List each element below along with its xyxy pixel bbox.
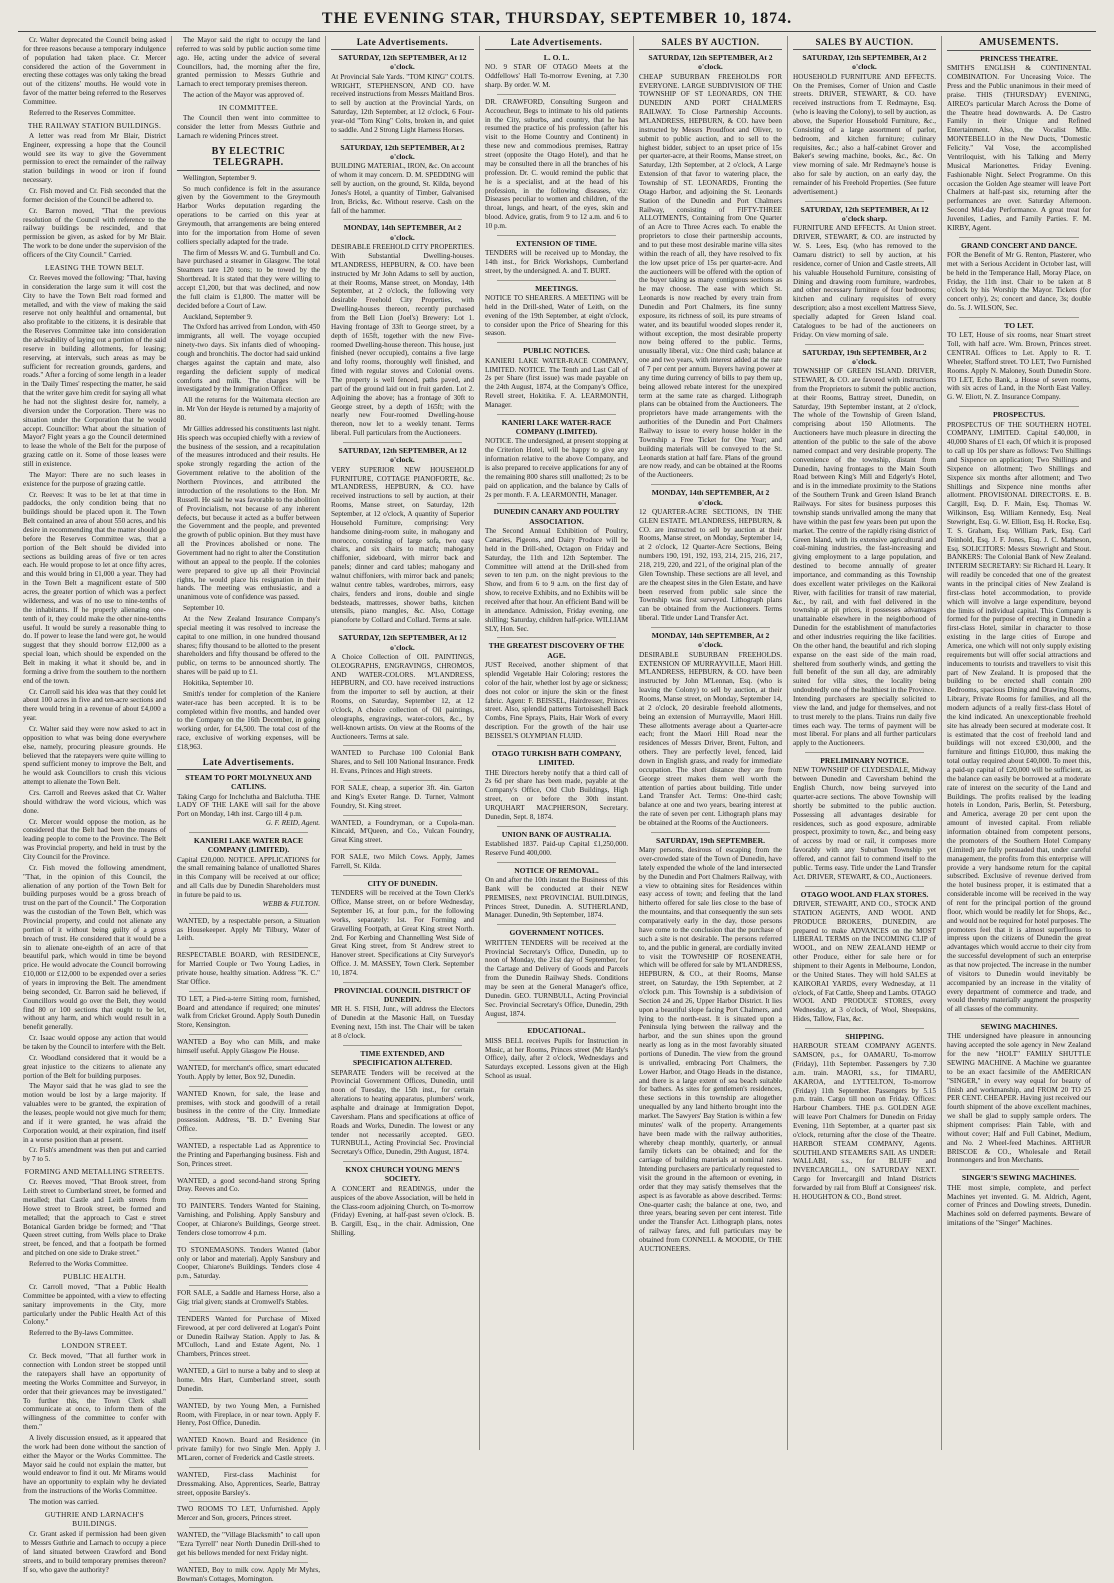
ad-divider bbox=[189, 913, 308, 914]
ad-title: MEETINGS. bbox=[535, 283, 578, 293]
page-columns bbox=[18, 36, 1098, 1583]
ad-body: Established 1837. Paid-up Capital £1,250,000. Reserve Fund 400,000. bbox=[485, 839, 628, 857]
auction-header: SALES BY AUCTION. bbox=[639, 36, 782, 50]
advertisement bbox=[793, 890, 936, 1024]
advertisement bbox=[331, 853, 474, 871]
advertisement bbox=[485, 418, 628, 500]
ad-body: WANTED, the "Village Blacksmith" to call upon "Ezra Tyrrell" near North Dunedin Drill-shed to get his bellows mended for next Friday night. bbox=[177, 1531, 320, 1557]
advertisement bbox=[947, 1173, 1091, 1228]
ad-title: NOTICE OF REMOVAL. bbox=[514, 865, 599, 875]
ad-body: NEW TOWNSHIP OF CLYDESDALE, Midway between Dunedin and Caversham behind the English Church, now being surveyed into quarter-acre sections. The above Township will shortly be submitted to the public auction. Possessing all advantages desirable for residences, such as good exposure, admirable prospect, proximity to town, &c., and being easy of access by road or rail, it composes more favorably with any Suburban Township yet offered, and cannot fail to commend itself to the public. Terms easy. Title under the Land Transfer Act. DRIVER, STEWART, & CO., Auctioneers. bbox=[793, 766, 936, 881]
ad-body: Capital £20,000. NOTICE. APPLICATIONS for the small remaining balance of unallotted Shares in this Company will be received at our office; and all Calls due by Dunedin Shareholders must in future be paid to us. bbox=[177, 855, 320, 900]
ad-title: SATURDAY, 12th SEPTEMBER, At 2 o'clock. bbox=[340, 142, 465, 161]
newspaper-title: THE EVENING STAR, THURSDAY, SEPTEMBER 10, 1874. bbox=[321, 10, 793, 27]
ad-body: NO. 9 STAR OF OTAGO Meets at the Oddfellows' Hall To-morrow Evening, at 7.30 sharp. By order. W. M. bbox=[485, 63, 628, 90]
section-subhead: LONDON STREET. bbox=[61, 1341, 128, 1351]
ad-divider bbox=[189, 1527, 308, 1528]
advertisement bbox=[485, 641, 628, 740]
ad-divider bbox=[959, 237, 1079, 238]
ad-divider bbox=[343, 629, 462, 630]
ad-title: SATURDAY, 12th SEPTEMBER, At 12 o'clock. bbox=[338, 53, 467, 72]
paragraph: Cr. Reeves: It was to be let at that time in paddocks, the only condition being that no buildings should be placed upon it. The Town Belt contained an area of about 550 acres, and his desire in recommending that the matter should go before the Reserves Committee was, that a portion of the Belt should be divided into sections as building areas of five or ten acres each. He would propose to let at once fifty acres, and this would bring in £1,000 a year. They had in the Town Belt a magnificent estate of 500 acres, the greater portion of which was a perfect wilderness, and was of no use to nine-tenths of the inhabitants. If he properly alienating one-tenth of it, they could make the other nine-tenths useful. It would be surely a reasonable thing to do. If power to lease the land were got, he would suggest that they should borrow £12,000 as a special loan, which should be expended on the Belt in making it what it should be, and in forming a drive from the southern to the northern end of the town. bbox=[23, 490, 166, 685]
column-3 bbox=[326, 36, 480, 1450]
ad-divider bbox=[497, 637, 616, 638]
paragraph: Cr. Carroll said his idea was that they could let about 100 acres in five and ten-acre sections and there would bring in a revenue of about £4,000 a year. bbox=[23, 687, 166, 723]
ad-body: WANTED, a Foundryman, or a Cupola-man. Kincaid, M'Queen, and Co., Vulcan Foundry, Great King street. bbox=[331, 818, 474, 845]
late-ads-header: Late Advertisements. bbox=[331, 36, 474, 50]
ad-title: SATURDAY, 19th SEPTEMBER. bbox=[655, 835, 765, 845]
council-report-continued bbox=[177, 36, 320, 141]
ads-list bbox=[793, 53, 936, 1202]
advertisement bbox=[947, 241, 1091, 313]
ad-body: WANTED, by two Young Men, a Furnished Room, with Fireplace, in or near town. Apply F. Henry, Post Office, Dunedin. bbox=[177, 1401, 320, 1428]
ad-title: KNOX CHURCH YOUNG MEN'S SOCIETY. bbox=[345, 1165, 460, 1184]
ad-divider bbox=[189, 1285, 308, 1286]
ad-body: At Provincial Sale Yards. "TOM KING" COLTS. WRIGHT, STEPHENSON, AND CO. have received instructions from Messrs Maitland Bros. to sell by auction at the Provincial Yards, on Saturday, 12th September, at 12 o'clock, 6 Four-year-old "Tom King" Colts, broken in, and quiet to saddle. And 2 Strong Light Harness Horses. bbox=[331, 72, 474, 134]
ad-body: WANTED, First-class Machinist for Dressmaking. Also, Apprentices, Searle, Battray street, opposite Barsley's. bbox=[177, 1470, 320, 1497]
ad-title: SATURDAY, 12th SEPTEMBER, At 2 o'clock. bbox=[802, 53, 927, 72]
ad-body: RESPECTABLE BOARD, with RESIDENCE, for Married Couple or Two Young Ladies, in private house, healthy situation. Address "K. C." Star Office. bbox=[177, 951, 320, 986]
advertisement bbox=[331, 1165, 474, 1238]
ads-list bbox=[947, 54, 1091, 1228]
ad-body: DRIVER, STEWART, AND CO., STOCK AND STATION AGENTS, AND WOOL AND PRODUCE BROKERS, DUNEDIN, are prepared to make ADVANCES on the MOST LIBERAL TERMS on the INCOMING CLIP of WOOL, and on NEW ZEALAND HEMP or other Produce, either for sale here or for shipment to their Agents in Melbourne, London, or the United States. They will hold SALES at KAIKORAI YARDS, every Wednesday, at 11 o'clock, of Fat Cattle, Sheep and Lambs. OTAGO WOOL AND PRODUCE STORES, every Wednesday, at 3 o'clock, of Wool, Sheepskins, Hides, Tallow, Flax, &c. bbox=[793, 899, 936, 1024]
ad-body: A Choice Collection of OIL PAINTINGS, OLEOGRAPHS, ENGRAVINGS, CHROMOS, AND WATER-COLORS. M'LANDRESS, HEPBURN, and CO. have received instructions from the importer to sell by auction, at their Rooms, on Saturday, September 12, at 12 o'clock, A choice collection of Oil paintings, oleographs, engravings, water-colors, &c., by well-known artists. On view at the Rooms of the Auctioneers. Terms at sale. bbox=[331, 652, 474, 741]
advertisement bbox=[177, 995, 320, 1030]
ad-body: CHEAP SUBURBAN FREEHOLDS FOR EVERYONE. LARGE SUBDIVISION OF THE TOWNSHIP OF ST LEONARDS, ON THE DUNEDIN AND PORT CHALMERS RAILWAY. To Close Partnership Accounts. M'LANDRESS, HEPBURN, & CO. have been instructed by Messrs Proudfoot and Oliver, to submit to public auction, and to sell to the highest bidder, subject to an upset price of 15s per quarter-acre, at their Rooms, Manse street, on Saturday, 12th September, at 2 o'clock, A Large Extension of that favor to watering place, the Township of ST. LEONARDS, Fronting the Otago Harbor, and adjoining the St. Leonards Station of the Dunedin and Port Chalmers Railway, consisting of FIFTY-THREE ALLOTMENTS, Containing from One Quarter of an Acre to Three Acres each. To enable the proprietors to close their partnership accounts, and to put these most desirable marine villa sites within the reach of all, they have resolved to fix the low upset price of 15s per quarter-acre. And the auctioneers will be offered with the option of the buyer taking as many contiguous sections as he may choose. The ease with which St. Leonards is now reached by every train from Dunedin and Port Chalmers, its fine sunny exposure, its richness of soil, its pure streams of water, and its beautiful wooded slopes render it, without exception, the most desirable property now being offered to the public. Terms, unusually liberal, viz.: One third cash; balance at one and two years, with interest added at the rate of 7 per cent per annum. Buyers having power at any time during currency of bills to pay them up, being allowed rebate interest for the unexpired term at the same rate as charged. Lithograph plans can be obtained from the Auctioneers. The proprietors have made arrangements with the authorities of the Dunedin and Port Chalmers Railway to issue to every house holder in the Township a Free Ticket for One Year; and building materials will be conveyed to the St. Leonards station at half fare. Plans of the ground are now ready, and can be obtained at the Rooms of the Auctioneers. bbox=[639, 72, 782, 480]
paragraph: Cr. Reeves moved, "That Brook street, from Leith street to Cumberland street, be formed and metalled; that Castle and Leith streets from Howe street to Brook street, be formed and metalled; that the approach to Cast e street Botanical Garden bridge be formed; and "That Queen street cutting, from Wells place to Drake street, be fenced, and that a footpath be formed and pitched on one side to Drake street." bbox=[23, 1178, 166, 1258]
masthead bbox=[0, 0, 1114, 34]
paragraph: Cr. Carroll moved, "That a Public Health Committee be appointed, with a view to effecting sanitary improvements in the City, more particularly under the Public Health Act of this Colony." bbox=[23, 1283, 166, 1327]
advertisement bbox=[331, 749, 474, 776]
ad-divider bbox=[497, 503, 616, 504]
ad-title: SATURDAY, 12th SEPTEMBER, At 2 o'clock. bbox=[648, 53, 773, 72]
ad-divider bbox=[959, 317, 1079, 318]
ad-title: MONDAY, 14th SEPTEMBER, At 2 o'clock. bbox=[651, 631, 770, 650]
ad-title: SATURDAY, 19th SEPTEMBER, At 2 o'clock. bbox=[802, 347, 927, 366]
ad-body: On and after the 10th instant the Business of this Bank will be conducted at their NEW PREMISES, next PROVINCIAL BUILDINGS, Princes Street, Dunedin. A. SUTHERLAND, Manager. Dunedin, 9th September, 1874. bbox=[485, 876, 628, 920]
ad-body: WANTED to Purchase 100 Colonial Bank Shares, and to Sell 100 National Insurance. Fredk H. Evans, Princes and High streets. bbox=[331, 749, 474, 776]
ad-body: Many persons, desirous of escaping from the over-crowded state of the Town of Dunedin, have lately expended the whole of the land intersected by the Dunedin and Port Chalmers Railway, with a view to obtaining sites for Residences within easy access of town; and feeling that the land hitherto offered for sale lies close to the base of the mountains, and that consequently the sun sets comparatively early in the day, those persons have come to the conclusion that the purchase of such a site is not desirable. The persons referred to, and the public in general, are cordially invited to visit the TOWNSHIP OF ROSENEATH, which will be offered for sale by M'LANDRESS, HEPBURN, & CO., at their Rooms, Manse street, on Saturday, the 19th September, at 2 o'clock p.m. This Township is a subdivision of Section 24 and 26, Upper Harbor District. It lies upon a beautiful slope facing Port Chalmers, and lying to the north-east. It is situated upon a Peninsula lying between the railway and the harbor, and the sun shines upon the ground nearly as long as in the most favorably situated portions of Dunedin. The view from the ground is unrivalled, embracing Port Chalmers, the Lower Harbor, and Otago Heads in the distance, and there is a large extent of sea beach suitable for bathers. As sites for gentlemen's residences, these sections in this township are altogether unequalled by any land hitherto brought into the market. The Sawyers' Bay Station is within a few minutes' walk of the property. Arrangements have been made with the railway authorities, whereby cheap monthly, quarterly, or annual family tickets can be obtained; and for the carriage of building materials at nominal rates. Intending purchasers are particularly requested to visit the ground in the afternoon or evening, in order that they may satisfy themselves that the aspect is as favorable as above described. Terms: One-quarter cash; the balance at one, two, and three years, bearing seven per cent interest. Title under the Transfer Act. Lithograph plans, notes of railway fares, and full particulars may be obtained from CONNELL & MOODIE, Or THE AUCTIONEERS. bbox=[639, 846, 782, 1253]
advertisement bbox=[177, 1436, 320, 1463]
advertisement bbox=[331, 446, 474, 625]
advertisement bbox=[485, 98, 628, 231]
ad-body: TO PAINTERS. Tenders Wanted for Staining, Varnishing, and Polishing. Apply Sansbury and Cooper, at Chiarone's Buildings, George street. Tenders close tomorrow 4 p.m. bbox=[177, 1202, 320, 1237]
ad-body: TO LET, a Pied-a-terre Sitting room, furnished, Board and attendance if required; one minutes' walk from Cricket Ground. Apply South Dunedin Store, Kensington. bbox=[177, 994, 320, 1030]
paragraph: Cr. Fish's amendment was then put and carried by 7 to 5. bbox=[23, 1146, 166, 1164]
paragraph: The firm of Messrs W. and G. Turnbull and Co. have purchased a steamer in Glasgow. The total Steamers tare 120 tons; to be towed by the Shortbread. It is stated that they were willing to accept £1,200, but that was declined, and now the full claim is £1,800. The matter will be decided before a Court of Law. bbox=[177, 248, 320, 310]
paragraph: The Council then went into committee to consider the letter from Messrs Guthrie and Larnach re widening Princes street. bbox=[177, 114, 320, 140]
ad-divider bbox=[805, 344, 924, 345]
ad-title: SEWING MACHINES. bbox=[980, 1022, 1058, 1032]
ad-divider bbox=[189, 1086, 308, 1087]
ad-body: WANTED, a good second-hand strong Spring Dray. Reeves and Co. bbox=[177, 1176, 320, 1194]
ad-body: THE undersigned have pleasure in announcing having accepted the sole agency in New Zealand for the new "HOLT" FAMILY SHUTTLE SEWING MACHINE. A Machine we guarantee to be an exact facsimile of the AMERICAN "SINGER," in every way equal for beauty of finish and workmanship, and FROM 20 TO 25 PER CENT. CHEAPER. Having just received our fourth shipment of the above excellent machines, we shall be glad to supply sample orders. The shipment comprises: Plain Table, with and without cover; Half and Full Cabinet, Medium, and No. 2 Wheel-feed Machines. ARTHUR BRISCOE & CO., Wholesale and Retail Ironmongers and Iron Merchants. bbox=[947, 1032, 1091, 1165]
ad-divider bbox=[189, 1311, 308, 1312]
ad-divider bbox=[189, 1060, 308, 1061]
ad-title: PROVINCIAL COUNCIL DISTRICT OF DUNEDIN. bbox=[334, 985, 471, 1005]
ad-title: OTAGO WOOL AND FLAX STORES. bbox=[800, 889, 929, 899]
section-subhead: GUTHRIE AND LARNACH'S BUILDINGS. bbox=[44, 1509, 145, 1528]
ads-list bbox=[485, 53, 628, 1081]
ad-title: SATURDAY, 12th SEPTEMBER, At 12 o'clock sharp. bbox=[800, 204, 929, 224]
ad-title: STEAM TO PORT MOLYNEUX AND CATLINS. bbox=[185, 772, 312, 792]
advertisement bbox=[485, 1026, 628, 1081]
column-4 bbox=[480, 36, 634, 1450]
advertisement bbox=[177, 1471, 320, 1498]
advertisement bbox=[177, 1289, 320, 1307]
advertisement bbox=[485, 749, 628, 822]
ad-divider bbox=[497, 924, 616, 925]
ad-divider bbox=[189, 1562, 308, 1563]
advertisement bbox=[485, 928, 628, 1018]
ad-divider bbox=[189, 1242, 308, 1243]
paragraph: Cr. Reeves moved the following: "That, having in consideration the large sum it will cost the City to have the Town Belt road formed and metalled, and with the view of making the said reserve not only healthful and ornamental, but also profitable to the citizens, it is desirable that the Reserves Committee take into consideration the advisability of laying out a portion of the said reserve in building allotments, for leasing; reserving, at intervals, such areas as may be sufficient for recreation grounds, gardens, and roads." After a forcing of some length in a leader in the 'Daily Times' respecting the matter, he said that the writer gave him credit for saying all what he had not the slightest desire for, namely, a diversion under the Corporation. There was no situation under the Corporation that he would accept. Councillor: What about the situation of Mayor? Fight years a go the Council determined to lease the whole of the Belt for the purpose of grazing cattle on it. Some of those leases were still in existence. bbox=[23, 273, 166, 469]
ad-divider bbox=[343, 1045, 462, 1046]
advertisement bbox=[331, 633, 474, 741]
advertisement bbox=[485, 53, 628, 90]
paragraph: Wellington, September 9. bbox=[183, 173, 257, 182]
ad-divider bbox=[189, 1198, 308, 1199]
ad-title: MONDAY, 14th SEPTEMBER, At 2 o'clock. bbox=[651, 488, 770, 507]
paragraph: The Mayor: There are no such leases in existence for the purpose of grazing cattle. bbox=[23, 470, 166, 488]
section-subhead: PUBLIC HEALTH. bbox=[62, 1271, 127, 1281]
ad-divider bbox=[959, 1018, 1079, 1019]
ad-body: FOR the Benefit of Mr G. Renton, Plasterer, who met with a Serious Accident in October last, will be held in the Temperance Hall, Moray Place, on Friday, the 11th inst. Chair to be taken at 8 o'clock by his Worship the Mayor. Tickets (for concert only), 2s; concert and dance, 3s; double do. 5s. J. WILSON, Sec. bbox=[947, 250, 1091, 313]
paragraph: Cr. Walter said they were now asked to act in opposition to what was being done everywhere else, namely, procuring pleasure grounds. He believed that the ratepayers were quite willing to spend sufficient money to improve the Belt, and he would ask Councillors to crush this vicious attempt to alienate the Town Belt. bbox=[23, 724, 166, 787]
ad-body: MISS BELL receives Pupils for Instruction in Music, at her Rooms, Princes street (Mr Hardy's Office), daily, after 2 o'clock, Wednesdays and Saturdays excepted. Lessons given at the High School as usual. bbox=[485, 1036, 628, 1081]
ad-title: PUBLIC NOTICES. bbox=[523, 346, 590, 356]
ad-divider bbox=[343, 1161, 462, 1162]
paragraph: All the returns for the Waitemata election are in. Mr Von der Heyde is returned by a majority of 80. bbox=[177, 396, 320, 423]
ad-divider bbox=[189, 1432, 308, 1433]
ad-divider bbox=[497, 862, 616, 863]
ad-body: DR. CRAWFORD, Consulting Surgeon and Accoucheur, Begs to intimate to his old patients in the City, suburbs, and country, that he has resumed the practice of his profession (after his visit to the Home Country and Continent) in these new and commodious premises, Rattray street (opposite the Otago Hotel), and that he may be consulted there in all the branches of his profession. Dr. C. would remind the public that he is a specialist, and at the head of his profession, in the following diseases, viz: Diseases peculiar to women and children, of the throat, lungs, and heart, of the eyes, skin and blood. Advice, gratis, from 9 to 12 a.m. and 6 to 10 p.m. bbox=[485, 97, 628, 230]
advertisement bbox=[177, 1177, 320, 1195]
ad-body: SEPARATE Tenders will be received at the Provincial Government Offices, Dunedin, until noon of Tuesday, the 15th inst., for certain alterations to heating apparatus, plumbers' work, asphalte and drainage at Immigration Depot, Caversham. Plans and specifications at office of Roads and Works, Dunedin. The lowest or any tender not necessarily accepted. GEO. TURNBULL, Acting Provincial Sec. Provincial Secretary's Office, Dunedin, 29th August, 1874. bbox=[331, 1068, 474, 1157]
ad-divider bbox=[805, 752, 924, 753]
advertisement bbox=[177, 1315, 320, 1359]
ad-body: 12 QUARTER-ACRE SECTIONS, IN THE GLEN ESTATE. M'LANDRESS, HEPBURN, & CO. are instructed to sell by auction at their Rooms, Manse street, on Monday, September 14, at 2 o'clock, 12 Quarter-Acre Sections, Being numbers 190, 191, 192, 193, 214, 215, 216, 217, 218, 219, 220, and 221, of the original plan of the Glen Township. These sections are all level, and are the cheapest sites in the Glen Estate, and have been reserved from public sale since the Township was first surveyed. Lithograph plans can be obtained from the Auctioneers. Terms liberal. Title under Land Transfer Act. bbox=[639, 507, 782, 623]
paragraph: Crs. Carroll and Reeves asked that Cr. Walter should withdraw the word vicious, which was done. bbox=[23, 788, 166, 815]
paragraph: September 10. bbox=[183, 604, 225, 613]
paragraph: Cr. Fish moved the following amendment, "That, in the opinion of this Council, the alienation of any portion of the Town Belt for building purposes would be a gross breach of trust on the part of the Council." The Corporation was the custodian of the Town Belt, which was Provincial property, and could not alienate any portion of it without being guilty of a gross breach of trust. He considered that it would be a sin to alienate one-eighth of an acre of that beautiful park, which would in time be beyond price. He would advocate the Council borrowing £10,000 or £12,000 to be expended over a series of years in improving the Belt. The amendment being seconded, Cr. Barron said he believed, if Councillors would go over the Belt, they would find 80 or 100 sections that ought to be let, without any harm, and which would result in a benefit generally. bbox=[23, 863, 166, 1032]
ad-body: WANTED Known, for sale, the lease and premises, with stock and goodwill of a retail business in the centre of the City. Immediate possession. Address, "B. D." Evening Star Office. bbox=[177, 1089, 320, 1134]
advertisement bbox=[177, 1505, 320, 1523]
ad-body: WRITTEN TENDERS will be received at the Provincial Secretary's Office, Dunedin, up to noon of Monday, the 21st day of September, for the Cartage and Delivery of Goods and Parcels from the Dunedin Railway Sheds. Conditions may be seen at the General Manager's office, Dunedin. GEO. TURNBULL, Acting Provincial Sec. Provincial Secretary's Office, Dunedin, 29th August, 1874. bbox=[485, 938, 628, 1018]
paragraph: Mr Gillies addressed his constituents last night. His speech was occupied chiefly with a review of the business of the session, and a recapitulation of the measures introduced and their results. He spoke strongly regarding the action of the Government relative to the abolition of the Northern Provinces, and attributed the introduction of the resolutions to the Hon. Mr Russell. He said he was favorable to the abolition of Provincialism, not because of any inherent defects, but because it acted as a buffer between the Government and the people, and prevented the growth of public opinion. But they must have all the Provinces abolished or none. The Government had no right to alter the Constitution without an appeal to the people. If the colonies were prepared to give up all their Provincial rights, he would place his resignation in their hands. The meeting was enthusiastic, and a unanimous vote of confidence was passed. bbox=[177, 424, 320, 602]
ad-body: WANTED Known. Board and Residence (in private family) for two Single Men. Apply J. M'Laren, corner of Frederick and Castle streets. bbox=[177, 1436, 320, 1462]
advertisement bbox=[331, 223, 474, 438]
advertisement bbox=[331, 986, 474, 1041]
paragraph: Cr. Barron moved, "That the previous resolution of the Council with reference to the railway buildings be rescinded, and that permission be given, as asked for by Mr Blair. The work to be done under the supervision of the officers of the City Council." Carried. bbox=[23, 206, 166, 260]
advertisement bbox=[947, 54, 1091, 233]
advertisement bbox=[639, 488, 782, 623]
advertisement bbox=[485, 284, 628, 339]
advertisement bbox=[793, 1032, 936, 1202]
ad-body: MR H. S. FISH, Junr., will address the Electors of Dunedin at the Masonic Hall, on Tuesday Evening next, 15th inst. The Chair will be taken at 8 o'clock. bbox=[331, 1005, 474, 1041]
ad-divider bbox=[497, 826, 616, 827]
section-subhead: FORMING AND METALLING STREETS. bbox=[24, 1167, 165, 1177]
ad-divider bbox=[805, 201, 924, 202]
ad-divider bbox=[497, 342, 616, 343]
ad-body: DESIRABLE FREEHOLD CITY PROPERTIES. With Substantial Dwelling-houses. M'LANDRESS, HEPBURN, & CO. have been instructed by Mr John Adams to sell by auction, at their Rooms, Manse street, on Monday, 14th September, at 2 o'clock, the following very desirable Freehold City Properties, with Dwelling-houses thereon, recently purchased from the Bell Lion (Joel's) Brewery: Lot 1. Having frontage of 33ft to George street, by a depth of 165ft, together with the new Five-roomed Dwelling-house thereon. This house, just finished (never occupied), contains a five large and lofty rooms, thoroughly well finished, and fitted with regular stoves and Colonial ovens. The property is well fenced, paths paved, and part of the ground laid out in fruit garden. Lot 2. Adjoining the above; has a frontage of 30ft to George street, by a depth of 165ft; with the nearly new Four-roomed Dwelling-house thereon, now let to a weekly tenant. Terms liberal. Full particulars from the Auctioneers. bbox=[331, 243, 474, 438]
ad-body: DESIRABLE SUBURBAN FREEHOLDS. EXTENSION OF MURRAYVILLE, Maori Hill. M'LANDRESS, HEPBURN, & CO. have been instructed by John M'Lennan, Esq. (who is leaving the Colony) to sell by auction, at their Rooms, Manse street, on Monday, September 14, at 2 o'clock, 20 desirable freehold allotments, being an extension of Murrayville, Maori Hill. These allotments average about a Quarter-acre each; front the Maori Hill Road near the residences of Messrs Driver, Brent, Fulton, and others. They are perfectly level, fenced, laid down in English grass, and ready for immediate occupation. The short distance they are from George street makes them well worth the attention of parties about building. Title under Land Transfer Act. Terms: One-third cash; balance at one and two years, bearing interest at the rate of seven per cent. Lithograph plans may be obtained at the Rooms of the Auctioneers. bbox=[639, 650, 782, 827]
paragraph: Cr. Isaac would oppose any action that would be taken by the Council to interfere with the Belt. bbox=[23, 1034, 166, 1052]
ad-body: WANTED, by a respectable person, a Situation as Housekeeper. Apply Mr Tilbury, Water of Leith. bbox=[177, 916, 320, 943]
ad-title: DUNEDIN CANARY AND POULTRY ASSOCIATION. bbox=[493, 507, 620, 526]
ad-divider bbox=[343, 745, 462, 746]
ad-divider bbox=[959, 406, 1079, 407]
ad-divider bbox=[651, 832, 770, 833]
late-ads-header: Late Advertisements. bbox=[177, 756, 320, 770]
advertisement bbox=[177, 1367, 320, 1394]
ad-title: THE GREATEST DISCOVERY OF THE AGE. bbox=[488, 641, 625, 660]
ad-divider bbox=[189, 1363, 308, 1364]
advertisement bbox=[331, 879, 474, 978]
advertisement bbox=[177, 917, 320, 944]
ad-body: TWO ROOMS TO LET, Unfurnished. Apply Mercer and Son, grocers, Princes street. bbox=[177, 1505, 320, 1523]
ad-body: TENDERS Wanted for Purchase of Mixed Firewood, at per cord delivered at Logan's Point or Dunedin Railway Station. Apply to Jas. & M'Culloch, Land and Estate Agent, No. 1 Chambers, Princes street. bbox=[177, 1314, 320, 1359]
paragraph: The Oxford has arrived from London, with 450 immigrants, all well. The voyage occupied ninety-two days. Six infants died of whooping-cough and bronchitis. The doctor had said unkind charges against the captain and mate, also regarding the deficient supply of medical comforts and milk. The charges will be investigated by the Immigration Officer. bbox=[177, 323, 320, 394]
advertisement bbox=[177, 1246, 320, 1281]
section-subhead: LEASING THE TOWN BELT. bbox=[45, 262, 144, 272]
masthead-rule bbox=[18, 31, 1096, 32]
advertisement bbox=[331, 1049, 474, 1157]
paragraph: Cr. Walter deprecated the Council being asked for three reasons because a temporary indulgence of population had taken place. Cr. Mercer considered the action of the Government in erecting these cottages was only taking the bread out of the citizens' mouths. He would vote in favor of the matter being referred to the Reserves Committee. bbox=[23, 36, 166, 107]
late-ads-header: Late Advertisements. bbox=[485, 36, 628, 50]
advertisement bbox=[639, 631, 782, 828]
ad-body: The Second Annual Exhibition of Poultry, Canaries, Pigeons, and Dairy Produce will be held in the Drill-shed, Octagon on Friday and Saturday, the 11th and 12th September. The Committee will attend at the Drill-shed from seven to ten p.m. on the night previous to the Show, and from 6 to 9 a.m. on the first day of show, to receive Exhibits, and no Exhibits will be received after that hour. An efficient Band will be in attendance. Admission, Friday evening, one shilling; Saturday, children half-price. WILLIAM SLY, Hon. Sec. bbox=[485, 527, 628, 633]
advertisement bbox=[177, 1142, 320, 1169]
paragraph: Cr. Fish moved and Cr. Fish seconded that the former decision of the Council be adhered to. bbox=[23, 187, 166, 204]
ad-title: EXTENSION OF TIME. bbox=[516, 238, 597, 248]
advertisement bbox=[485, 239, 628, 276]
ad-body: FOR SALE, cheap, a superior 3ft. 4in. Garton and King's Exeter Range. D. Turner, Valmont Foundry, St. King street. bbox=[331, 784, 474, 810]
ad-divider bbox=[805, 1028, 924, 1029]
ad-body: HOUSEHOLD FURNITURE AND EFFECTS. On the Premises, Corner of Union and Castle streets. DRIVER, STEWART, & CO. have received instructions from T. Redmayne, Esq. (who is leaving the Colony), to sell by auction, as above, the Superior Household Furniture, &c., Consisting of a large assortment of parlor, bedroom, and kitchen furniture; culinary requisites, &c.; also a half-cabinet Grover and Baker's sewing machine, books, &c., &c. On view morning of sale. Mr Redmayne's house is also for sale by auction, on an early day, the remainder of his Freehold Properties. (See future advertisement.) bbox=[793, 72, 936, 196]
advertisement bbox=[331, 143, 474, 216]
ad-divider bbox=[343, 780, 462, 781]
ad-body: NOTICE TO SHEARERS. A MEETING will be held in the Drill-shed, Water of Leith, on the evening of the 19th September, at eight o'clock, to consider upon the Price of Shearing for this season. bbox=[485, 294, 628, 338]
advertisement bbox=[639, 53, 782, 480]
column-2 bbox=[172, 36, 326, 1583]
advertisement bbox=[177, 951, 320, 986]
ad-title: GRAND CONCERT AND DANCE. bbox=[960, 240, 1078, 250]
paragraph: Referred to the Reserves Committee. bbox=[29, 108, 136, 117]
advertisement bbox=[793, 205, 936, 340]
paragraph: Cr. Beck moved, "That all further work in connection with London street be stopped until the ratepayers shall have an opportunity of meeting the Works Committee and Surveyor, in order that their grievances may be investigated." To further this, the Town Clerk shall communicate at once, to inform them of the willingness of the committee to confer with them." bbox=[23, 1352, 166, 1432]
telegraph-news bbox=[177, 174, 320, 752]
ad-divider bbox=[343, 219, 462, 220]
ad-body: WANTED, a respectable Lad as Apprentice to the Printing and Paperhanging business. Fish and Son, Princes street. bbox=[177, 1141, 320, 1168]
ad-body: FOR SALE, two Milch Cows. Apply, James Farrell, St. Kilda. bbox=[331, 853, 474, 871]
paragraph: So much confidence is felt in the assurance given by the Government to the Greymouth Harbor Works deputation regarding the operations to be carried on this year at Greymouth, that arrangements are being entered into for the importation from Home of seven colliers specially adapted for the trade. bbox=[177, 184, 320, 246]
ad-body: TO LET, House of six rooms, near Stuart street Toll, with half acre. Wm. Brown, Princes street. CENTRAL Offices to Let. Apply to R. T. Wheeler, Stafford street. TO LET, Two Furnished Rooms. Apply N. Maloney, South Dunedin Store. TO LET, Echo Bank, a House of seven rooms, with six acres of Land, in the North East Valley. G. W. Eliott, N. Z. Insurance Company. bbox=[947, 331, 1091, 402]
paragraph: A lively discussion ensued, as it appeared that the work had been done without the sanction of either the Mayor or the Works Committee. The Mayor said he could not explain the matter, but would endeavor to find it out. Mr Mirams would have an opportunity to explain why he deviated from the instructions of the Works Committee. bbox=[23, 1434, 166, 1496]
paragraph: A letter was read from Mr Blair, District Engineer, expressing a hope that the Council would see its way to give the Government permission to erect the remainder of the railway station buildings in wood or iron if found necessary. bbox=[23, 131, 166, 185]
paragraph: At the New Zealand Insurance Company's special meeting it was resolved to increase the capital to one million, in one hundred thousand shares; fifty thousand to be allotted to the present shareholders and fifty thousand be offered to the public, on terms to be announced shortly. The shares will be paid up to £1. bbox=[177, 614, 320, 677]
paragraph: Referred to the Works Committee. bbox=[29, 1260, 128, 1269]
ad-title: UNION BANK OF AUSTRALIA. bbox=[501, 829, 612, 839]
paragraph: The motion was carried. bbox=[29, 1498, 99, 1507]
ad-body: FURNITURE AND EFFECTS. At Union street. DRIVER, STEWART, & CO. are instructed by W. S. Lees, Esq. (who has removed to the Oamaru district) to sell by auction, at his residence, corner of Union and Castle streets, All his valuable Household Furniture, consisting of Dining and drawing room furniture, wardrobes, and other necessary furniture of four bedrooms; kitchen and culinary requisites of every description; also a most excellent Mattress Sieve, specially adapted for Green Island coal. Catalogues to be had of the auctioneers on Friday. On view morning of sale. bbox=[793, 224, 936, 339]
ad-title: KANIERI LAKE WATER RACE COMPANY (LIMITED). bbox=[193, 835, 304, 855]
ad-divider bbox=[651, 484, 770, 485]
ad-body: KANIERI LAKE WATER-RACE COMPANY, LIMITED. NOTICE. The Tenth and Last Call of 2s per Share (first issue) was made payable on the 24th August, 1874, at the Company's Office, Revell street, Hokitika. F. A. LEARMONTH, Manager. bbox=[485, 356, 628, 409]
council-report bbox=[23, 36, 166, 1574]
advertisement bbox=[639, 836, 782, 1254]
ad-body: FOR SALE, a Saddle and Harness Horse, also a Gig; trial given; stands at Cromwell's Stables. bbox=[177, 1289, 320, 1306]
advertisement bbox=[947, 1022, 1091, 1165]
ad-title: SATURDAY, 12th SEPTEMBER, At 12 o'clock. bbox=[338, 446, 467, 465]
ad-title: KANIERI LAKE WATER-RACE COMPANY (LIMITED). bbox=[501, 417, 612, 437]
ad-divider bbox=[189, 1501, 308, 1502]
ad-title: GOVERNMENT NOTICES. bbox=[509, 928, 604, 938]
ad-body: PROSPECTUS OF THE SOUTHERN HOTEL COMPANY, LIMITED. Capital £40,000, in 40,000 Shares of £1 each, Of which it is proposed to call up 10s per share as follows: Two Shillings and Sixpence on application; Two Shillings and Sixpence on allotment; Two Shillings and Sixpence six months after allotment; and Two Shillings and Sixpence nine months after allotment. PROVISIONAL DIRECTORS. E. B. Cargill, Esq. D. F. Main, Esq. Thomas W. Wilkinson, Esq. William Kennedy, Esq. Neal Stewright, Esq. G. W. Elliott, Esq. H. Rocke, Esq. T. S. Graham, Esq. William Park, Esq. Carl Teinhold, Esq. J. F. Jones, Esq. J. C. Matheson, Esq. SOLICITORS: Messrs Stewright and Stout. BANKERS: The Colonial Bank of New Zealand. INTERIM SECRETARY: Sir Richard H. Leary. It will readily be conceded that one of the greatest wants in the principal cities of New Zealand is first-class hotel accommodation, to provide which will involve a large expenditure, beyond the limits of individual capital. This Company is formed for the purpose of erecting in Dunedin a first-class Hotel, similar in character to those existing in the large cities of Europe and America, one which will not only supply existing requirements but will offer social attractions and inducements to tourists and travellers to visit this part of New Zealand. It is proposed that the building to be erected shall contain 200 Bedrooms, spacious Dining and Drawing Rooms, Library, Private Rooms for families, and all the modern adjuncts of a really first-class Hotel of the kind indicated. An unexceptionable freehold site has already been secured at moderate cost. It is estimated that the cost of freehold land and buildings will not exceed £30,000, and the furniture and fittings £10,000, thus making the total outlay required about £40,000. To meet this, a paid-up capital of £20,000 will be sufficient, as the balance can easily be borrowed at a moderate rate of interest on the security of the Land and Buildings. The profits realised by the leading hotels in London, Paris, Berlin, St. Petersburg, and America, average 20 per cent upon the amount of invested capital. From reliable information obtained from competent persons, the promoters of the Southern Hotel Company (Limited) are fully persuaded that, under careful management, the profits from this enterprise will provide a very handsome return for the capital subscribed. Exclusive of revenue derived from the hotel business proper, it is estimated that a considerable income will be received in the way of rent for the principal portion of the ground floor, which would be readily let for Shops, &c., and would not be required for hotel purposes. The promoters feel that it is almost superfluous to impress upon the citizens of Dunedin the great advantages which would accrue to their city from the successful development of such an enterprise as that now projected. The increase in the number of visitors to Dunedin would inevitably be accompanied by an increase in the vitality of every department of commerce and trade, and would thereby materially augment the prosperity of all classes of the community. bbox=[947, 420, 1091, 1014]
ad-divider bbox=[497, 94, 616, 95]
paragraph: Hokitika, September 10. bbox=[183, 678, 254, 687]
ad-signature: G. F. REID, Agent. bbox=[265, 819, 320, 828]
auction-header: SALES BY AUCTION. bbox=[793, 36, 936, 50]
ad-title: PRINCESS THEATRE. bbox=[980, 54, 1058, 63]
column-5 bbox=[634, 36, 788, 1450]
advertisement bbox=[177, 1531, 320, 1558]
ad-divider bbox=[497, 414, 616, 415]
ad-body: WANTED, for merchant's office, smart educated Youth. Apply by letter, Box 92, Dunedin. bbox=[177, 1063, 320, 1081]
advertisement bbox=[177, 836, 320, 909]
ads-list bbox=[639, 53, 782, 1254]
ad-divider bbox=[497, 1022, 616, 1023]
advertisement bbox=[793, 348, 936, 749]
ad-divider bbox=[805, 886, 924, 887]
advertisement bbox=[485, 866, 628, 921]
advertisement bbox=[331, 53, 474, 135]
ad-divider bbox=[959, 1169, 1079, 1170]
advertisement bbox=[177, 1090, 320, 1134]
paragraph: Referred to the By-laws Committee. bbox=[29, 1329, 134, 1338]
advertisement bbox=[177, 1202, 320, 1237]
ad-divider bbox=[189, 1173, 308, 1174]
ad-divider bbox=[343, 815, 462, 816]
section-subhead: THE RAILWAY STATION BUILDINGS. bbox=[27, 120, 162, 130]
advertisement bbox=[485, 346, 628, 409]
ad-body: TO STONEMASONS. Tenders Wanted (labor only or labor and material). Apply Sansbury and Cooper, Chiarone's Buildings. Tenders close 4 p.m., Saturday. bbox=[177, 1245, 320, 1281]
ad-divider bbox=[651, 627, 770, 628]
column-6 bbox=[788, 36, 942, 1450]
ad-body: SMITH'S ENGLISH & CONTINENTAL COMBINATION. For Unceasing Voice. The Press and the Public unanimous in their meed of praise. THIS (THURSDAY) EVENING, AIREO's particular March Across the Dome of the Theatre head downwards. A. De Castro Family in their Unique and Refined Entertainment. Also, the Vocalist Mlle. MONTEBELLO in the New Ducts, "Domestic Felicity." Val Vose, the accomplished Ventriloquist, with his Talking and Merry Musical Marionettes. Friday Evening. Fashionable Night. Select Programme. On this occasion the Golden Age steamer will leave Port Chalmers at half-past six, returning after the performances are over. Saturday Afternoon. Second Mid-day Performance. A great treat for Juveniles, Ladies, and Family Parties. F. M. KIRBY, Agent. bbox=[947, 64, 1091, 232]
advertisement bbox=[177, 1038, 320, 1056]
ad-title: L. O. L. bbox=[543, 53, 570, 62]
ad-divider bbox=[189, 1398, 308, 1399]
ad-divider bbox=[189, 1467, 308, 1468]
ad-divider bbox=[343, 442, 462, 443]
paragraph: Auckland, September 9. bbox=[183, 312, 253, 321]
ad-divider bbox=[189, 1138, 308, 1139]
paragraph: The action of the Mayor was approved of. bbox=[183, 91, 304, 100]
ad-divider bbox=[343, 139, 462, 140]
ad-body: THE most simple, complete, and perfect Machines yet invented. G. M. Aldrich, Agent, corner of Princes and Dowling streets, Dunedin. Machines sold on deferred payments. Beware of imitations of the "Singer" Machines. bbox=[947, 1183, 1091, 1228]
advertisement bbox=[177, 1064, 320, 1082]
ad-title: PRELIMINARY NOTICE. bbox=[820, 756, 909, 766]
paragraph: The Mayor said that he was glad to see the motion would be lost by a large majority. If valuables were to be granted, the expiration of the leases, people would not give much for them; and if it were granted, he was afraid the Corporation would, at their expiration, find itself in a worse position than at present. bbox=[23, 1082, 166, 1144]
paragraph: Cr. Grant asked if permission had been given to Messrs Guthrie and Larnach to occupy a piece of land situated between Crawford and Bond streets, and to build temporary premises thereon? If so, who gave the authority? bbox=[23, 1530, 166, 1574]
ad-divider bbox=[189, 1034, 308, 1035]
ad-divider bbox=[497, 745, 616, 746]
paragraph: Cr. Mercer would oppose the motion, as he considered that the Belt had been the means of leading people to come to the Province. The Belt was Provincial property, and held in trust by the City Council for the Province. bbox=[23, 817, 166, 861]
ad-body: BUILDING MATERIAL, IRON, &c. On account of whom it may concern. D. M. SPEDDING will sell by auction, on the ground, St. Kilda, beyond Jones's Hotel, a quantity of Timber, Galvanised Iron, Bricks, &c. Without reserve. Cash on the fall of the hammer. bbox=[331, 162, 474, 215]
section-subhead: IN COMMITTEE. bbox=[218, 103, 279, 113]
ad-title: SHIPPING. bbox=[845, 1031, 884, 1041]
ad-body: TOWNSHIP OF GREEN ISLAND. DRIVER, STEWART, & CO. are favored with instructions from the Proprietors to submit the public auction, at their Rooms, Battray street, Dunedin, on Saturday, 19th September instant, at 2 o'clock, The whole of the Township of Green Island, comprising about 150 Allotments. The Auctioneers have much pleasure in directing the attention of the public to the sale of the above named compact and very desirable property. The convenience of the township, distant from Dunedin, having frontages to the Main South Road between King's Mill and Edgerly's Hotel, and is in the immediate proximity to the Stations of the Southern Trunk and Green Island Branch Railways. For sites for business purposes this township stands unrivalled among the many that have within the past few years been put upon the market. The centre of the rapidly rising district of Green Island, with its extensive agricultural and coal-mining industries, the fast-increasing and giving employment to a large population, and destined to become annually of greater importance, and commanding as this Township does excellent water privileges on the Kaikorai River, with facilities for transit of raw material, &c., by rail, and with fuel delivered in the township at pit prices, it possesses advantages unattainable elsewhere in the neighborhood of Dunedin for the establishment of manufactories and other industries requiring the like facilities. On the other hand, the beautiful and rich sloping expanse on the east side of the main road, sheltered from southerly winds, and getting the full benefit of the sun all day, are admirably suited for villa sites, the locality being undoubtedly one of the healthiest in the Province. Intending purchasers are specially solicited to view the land, and judge for themselves, and not to trust merely to the plans. Trains run daily five times each way. The terms of payment will be most liberal. For plans and all further particulars apply to the Auctioneers. bbox=[793, 367, 936, 748]
ad-divider bbox=[189, 832, 308, 833]
ad-body: NOTICE. The undersigned, at present stopping at the Criterion Hotel, will be happy to give any information relative to the above Company, and is also prepared to receive applications for any of the remaining 800 shares still unallotted; 2s to be paid on application, and the balance by Calls of 2s per month. F. A. LEARMONTH, Manager. bbox=[485, 437, 628, 499]
ad-body: A CONCERT and READINGS, under the auspices of the above Association, will be held in the Class-room adjoining Church, on To-morrow (Friday) Evening, at half-past seven o'clock. B. B. Cargill, Esq., in the chair. Admission, One Shilling. bbox=[331, 1184, 474, 1238]
advertisement bbox=[947, 321, 1091, 402]
ad-title: CITY OF DUNEDIN. bbox=[367, 878, 438, 888]
ads-list bbox=[177, 773, 320, 1583]
ad-body: THE Directors hereby notify that a third call of 2s 6d per share has been made, payable at the Company's Office, Old Club Buildings, High street, on or before the 30th instant. URQUHART MACPHERSON, Secretary. Dunedin, Sept. 8, 1874. bbox=[485, 768, 628, 821]
ad-body: VERY SUPERIOR NEW HOUSEHOLD FURNITURE, COTTAGE PIANOFORTE, &c. M'LANDRESS, HEPBURN, & CO. have received instructions to sell by auction, at their Rooms, Manse street, on Saturday, 12th September, at 12 o'clock, A quantity of Superior Household Furniture, comprising: Very handsome dining-room suite, in mahogany and morocco, consisting of large sofa, two easy chairs, and six chairs to match; mahogany chiffonier, sideboard, with mirror back and panels; dinner and card tables; mahogany and walnut chiffoniers, with mirror back and panels; walnut centre tables, wardrobes, mirrors, easy chairs, fenders and irons, double and single bedsteads, mattresses, shower baths, kitchen utensils, piano mangles, &c. Also, Cottage pianoforte by Collard and Collard. Terms at sale. bbox=[331, 465, 474, 625]
advertisement bbox=[793, 756, 936, 882]
ad-title: SINGER'S SEWING MACHINES. bbox=[961, 1173, 1077, 1183]
ad-body: Taking Cargo for Inchclutha and Balclutha. THE LADY OF THE LAKE will sail for the above Port on Monday, 14th inst. Cargo till 4 p.m. bbox=[177, 792, 320, 819]
ad-body: TENDERS will be received up to Monday, the 14th inst., for Brick Workshops, Cumberland street, by the undersigned. A. and T. BURT. bbox=[485, 249, 628, 275]
advertisement bbox=[485, 507, 628, 633]
advertisement bbox=[177, 773, 320, 828]
ad-title: OTAGO TURKISH BATH COMPANY, LIMITED. bbox=[491, 748, 622, 768]
ad-divider bbox=[497, 280, 616, 281]
ad-title: PROSPECTUS. bbox=[992, 410, 1046, 420]
ad-title: EDUCATIONAL. bbox=[527, 1026, 586, 1036]
ad-body: HARBOUR STEAM COMPANY AGENTS. SAMSON, p.s., for OAMARU, To-morrow (Friday), 11th September. Passengers by 7.30 a.m. train. MAORI, s.s., for TIMARU, AKAROA, and LYTTELTON, To-morrow (Friday) 11th September. Passengers by 5.15 p.m. train. Cargo till noon on Friday. Offices: Harbour Chambers. THE p.s. GOLDEN AGE will leave Port Chalmers for Dunedin on Friday Evening, 11th September, at a quarter past six o'clock, returning after the close of the Theatre. HARBOR STEAM COMPANY, Agents. SOUTHLAND STEAMERS SAIL AS UNDER: WALLABI, s.s., for BLUFF and INVERCARGILL, ON SATURDAY NEXT. Cargo for Invercargill and Inland Districts forwarded by rail from Bluff at Consignees' risk. H. HOUGHTON & CO., Bond street. bbox=[793, 1042, 936, 1201]
ad-body: WANTED a Boy who can Milk, and make himself useful. Apply Glasgow Pie House. bbox=[177, 1038, 320, 1056]
ad-body: WANTED, a Girl to nurse a baby and to sleep at home. Mrs Hart, Cumberland street, south Dunedin. bbox=[177, 1367, 320, 1393]
ads-list bbox=[331, 53, 474, 1238]
advertisement bbox=[177, 1566, 320, 1583]
telegraph-header: BY ELECTRIC TELEGRAPH. bbox=[177, 145, 320, 171]
column-1 bbox=[18, 36, 172, 1574]
ad-divider bbox=[343, 875, 462, 876]
advertisement bbox=[331, 819, 474, 846]
ad-divider bbox=[189, 947, 308, 948]
ad-title: TIME EXTENDED, AND SPECIFICATION ALTERED. bbox=[352, 1048, 453, 1068]
advertisement bbox=[485, 830, 628, 858]
ad-title: MONDAY, 14th SEPTEMBER, At 2 o'clock. bbox=[343, 223, 462, 242]
advertisement bbox=[177, 1402, 320, 1429]
amusements-header: AMUSEMENTS. bbox=[947, 36, 1091, 51]
paragraph: Cr. Woodland considered that it would be a great injustice to the citizens to alienate any portion of the Belt for building purposes. bbox=[23, 1053, 166, 1080]
ad-body: TENDERS will be received at the Town Clerk's Office, Manse street, on or before Wednesday, September 16, at four p.m., for the following works, separately: 1st. For Forming and Gravelling Footpath, at Great King street North. 2nd. For Kerbing and Channelling West Side of Great King street, from St Andrew street to Hanover street. Specifications at City Surveyor's Office. J. M. MASSEY, Town Clerk. September 10, 1874. bbox=[331, 889, 474, 977]
paragraph: The Mayor said the right to occupy the land referred to was sold by public auction some time ago. He, acting under the advice of several Councillors, had, the morning after the fire, granted permission to Messrs Guthrie and Larnach to erect temporary premises thereon. bbox=[177, 36, 320, 89]
ad-body: JUST Received, another shipment of that splendid Vegetable Hair Coloring; restores the color of the hair, whether lost by age or sickness; does not color or injure the skin or the finest fabric. Agent: F. BEISSEL, Hairdresser, Princes street. Also, splendid patterns Tortoiseshell Back Combs, Fine Sprays, Plaits, Hair Work of every description. For the growth of the hair use BEISSEL'S OLYMPIAN FLUID. bbox=[485, 661, 628, 740]
ad-body: WANTED, Boy to milk cow. Apply Mr Myhrs, Bowman's Cottages, Mornington. bbox=[177, 1565, 320, 1583]
ad-divider bbox=[497, 235, 616, 236]
ad-signature: WEBB & FULTON. bbox=[262, 899, 320, 908]
ad-divider bbox=[343, 849, 462, 850]
ad-title: TO LET. bbox=[1004, 321, 1034, 330]
advertisement bbox=[947, 410, 1091, 1014]
column-7 bbox=[942, 36, 1096, 1450]
paragraph: Smith's tender for completion of the Kaniere water-race has been accepted. It is to be completed within five months, and handed over to the Company on the 16th December, in going working order, for £4,500. The total cost of the race, exclusive of working expenses, will be £18,963. bbox=[177, 689, 320, 751]
advertisement bbox=[331, 784, 474, 811]
ad-divider bbox=[189, 991, 308, 992]
ad-title: SATURDAY, 12th SEPTEMBER, At 12 o'clock. bbox=[338, 633, 467, 652]
advertisement bbox=[793, 53, 936, 197]
ad-divider bbox=[343, 982, 462, 983]
